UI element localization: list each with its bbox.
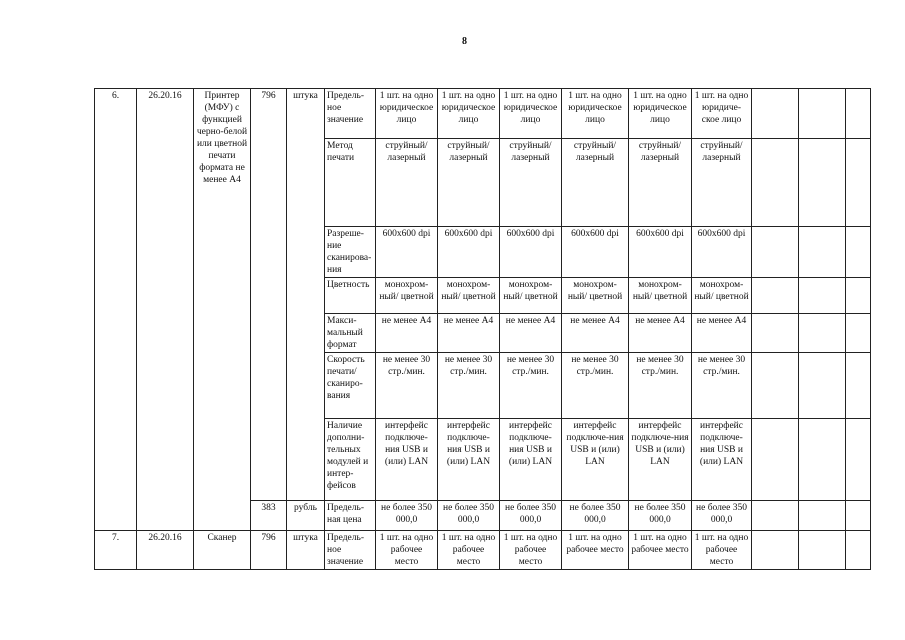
characteristic-value: 1 шт. на одно рабочее место	[438, 531, 500, 570]
empty-cell	[752, 278, 799, 314]
characteristic-value: монохром-ный/ цветной	[438, 278, 500, 314]
characteristic-value: 1 шт. на одно юридическое лицо	[500, 89, 562, 139]
characteristic-value: 600x600 dpi	[376, 227, 438, 278]
characteristic-value: 1 шт. на одно рабочее место	[692, 531, 752, 570]
empty-cell	[846, 89, 871, 139]
characteristic-value: струйный/ лазерный	[500, 139, 562, 227]
empty-cell	[846, 531, 871, 570]
characteristic-label: Макси-мальный формат	[325, 314, 376, 353]
empty-cell	[799, 89, 846, 139]
characteristic-value: струйный/ лазерный	[692, 139, 752, 227]
empty-cell	[846, 501, 871, 531]
unit-name: штука	[287, 531, 325, 570]
empty-cell	[846, 353, 871, 419]
empty-cell	[799, 419, 846, 501]
characteristic-value: 1 шт. на одно рабочее место	[376, 531, 438, 570]
characteristic-value: не более 350 000,0	[438, 501, 500, 531]
characteristic-value: 1 шт. на одно рабочее место	[562, 531, 629, 570]
characteristic-value: интерфейс подключе-ния USB и (или) LAN	[376, 419, 438, 501]
characteristic-value: 600x600 dpi	[562, 227, 629, 278]
characteristic-value: 600x600 dpi	[692, 227, 752, 278]
empty-cell	[799, 501, 846, 531]
characteristic-value: не менее А4	[438, 314, 500, 353]
characteristic-value: 1 шт. на одно рабочее место	[629, 531, 692, 570]
row-number: 7.	[95, 531, 137, 570]
characteristic-label: Предель-ное значение	[325, 89, 376, 139]
characteristic-value: монохром-ный/ цветной	[692, 278, 752, 314]
characteristic-value: монохром-ный/ цветной	[376, 278, 438, 314]
item-name: Принтер (МФУ) с функцией черно-белой или цветной печати формата не менее А4	[194, 89, 251, 531]
characteristic-value: не более 350 000,0	[629, 501, 692, 531]
characteristic-value: 1 шт. на одно юридиче-ское лицо	[692, 89, 752, 139]
characteristic-value: не менее А4	[562, 314, 629, 353]
empty-cell	[799, 314, 846, 353]
characteristic-value: не менее А4	[629, 314, 692, 353]
characteristic-label: Наличие дополни-тельных модулей и интер-фейсов	[325, 419, 376, 501]
table-row	[95, 89, 871, 139]
empty-cell	[799, 227, 846, 278]
characteristic-value: не менее 30 стр./мин.	[438, 353, 500, 419]
empty-cell	[846, 139, 871, 227]
characteristic-value: монохром-ный/ цветной	[500, 278, 562, 314]
characteristic-value: монохром-ный/ цветной	[629, 278, 692, 314]
characteristic-value: интерфейс подключе-ния USB и (или) LAN	[629, 419, 692, 501]
empty-cell	[752, 531, 799, 570]
characteristic-label: Скорость печати/ сканиро-вания	[325, 353, 376, 419]
characteristic-label: Метод печати	[325, 139, 376, 227]
empty-cell	[846, 227, 871, 278]
empty-cell	[752, 89, 799, 139]
characteristic-value: не более 350 000,0	[692, 501, 752, 531]
unit-code: 796	[251, 89, 287, 501]
characteristic-value: струйный/ лазерный	[629, 139, 692, 227]
characteristic-value: монохром-ный/ цветной	[562, 278, 629, 314]
characteristic-value: струйный/ лазерный	[562, 139, 629, 227]
characteristic-value: не менее 30 стр./мин.	[376, 353, 438, 419]
characteristic-value: не менее 30 стр./мин.	[500, 353, 562, 419]
empty-cell	[752, 419, 799, 501]
item-name: Сканер	[194, 531, 251, 570]
page-number: 8	[462, 36, 467, 47]
characteristic-label: Предель-ная цена	[325, 501, 376, 531]
table-row	[95, 531, 871, 570]
characteristic-value: не менее А4	[692, 314, 752, 353]
unit-name: штука	[287, 89, 325, 501]
characteristic-value: 1 шт. на одно юридическое лицо	[438, 89, 500, 139]
unit-code: 796	[251, 531, 287, 570]
characteristic-value: интерфейс подключе-ния USB и (или) LAN	[500, 419, 562, 501]
row-number: 6.	[95, 89, 137, 531]
characteristic-value: 1 шт. на одно рабочее место	[500, 531, 562, 570]
empty-cell	[752, 501, 799, 531]
characteristic-value: 1 шт. на одно юридическое лицо	[376, 89, 438, 139]
empty-cell	[752, 139, 799, 227]
characteristic-value: не более 350 000,0	[562, 501, 629, 531]
characteristic-value: интерфейс подключе-ния USB и (или) LAN	[692, 419, 752, 501]
characteristic-value: 1 шт. на одно юридическое лицо	[562, 89, 629, 139]
characteristic-value: струйный/ лазерный	[376, 139, 438, 227]
okpd-code: 26.20.16	[137, 89, 194, 531]
unit-code: 383	[251, 501, 287, 531]
empty-cell	[799, 531, 846, 570]
empty-cell	[752, 314, 799, 353]
empty-cell	[846, 419, 871, 501]
empty-cell	[846, 278, 871, 314]
characteristic-value: не менее А4	[376, 314, 438, 353]
empty-cell	[752, 353, 799, 419]
empty-cell	[846, 314, 871, 353]
characteristic-value: не менее А4	[500, 314, 562, 353]
okpd-code: 26.20.16	[137, 531, 194, 570]
characteristic-value: 600x600 dpi	[629, 227, 692, 278]
empty-cell	[799, 278, 846, 314]
characteristic-value: 1 шт. на одно юридическое лицо	[629, 89, 692, 139]
characteristic-value: 600x600 dpi	[500, 227, 562, 278]
characteristic-value: струйный/ лазерный	[438, 139, 500, 227]
empty-cell	[799, 353, 846, 419]
characteristic-value: интерфейс подключе-ния USB и (или) LAN	[562, 419, 629, 501]
characteristic-value: 600x600 dpi	[438, 227, 500, 278]
specification-table	[94, 88, 871, 570]
characteristic-value: не более 350 000,0	[376, 501, 438, 531]
characteristic-value: не менее 30 стр./мин.	[629, 353, 692, 419]
characteristic-value: интерфейс подключе-ния USB и (или) LAN	[438, 419, 500, 501]
characteristic-label: Разреше-ние сканирова-ния	[325, 227, 376, 278]
empty-cell	[752, 227, 799, 278]
empty-cell	[799, 139, 846, 227]
characteristic-value: не более 350 000,0	[500, 501, 562, 531]
characteristic-label: Цветность	[325, 278, 376, 314]
characteristic-label: Предель-ное значение	[325, 531, 376, 570]
characteristic-value: не менее 30 стр./мин.	[562, 353, 629, 419]
characteristic-value: не менее 30 стр./мин.	[692, 353, 752, 419]
unit-name: рубль	[287, 501, 325, 531]
